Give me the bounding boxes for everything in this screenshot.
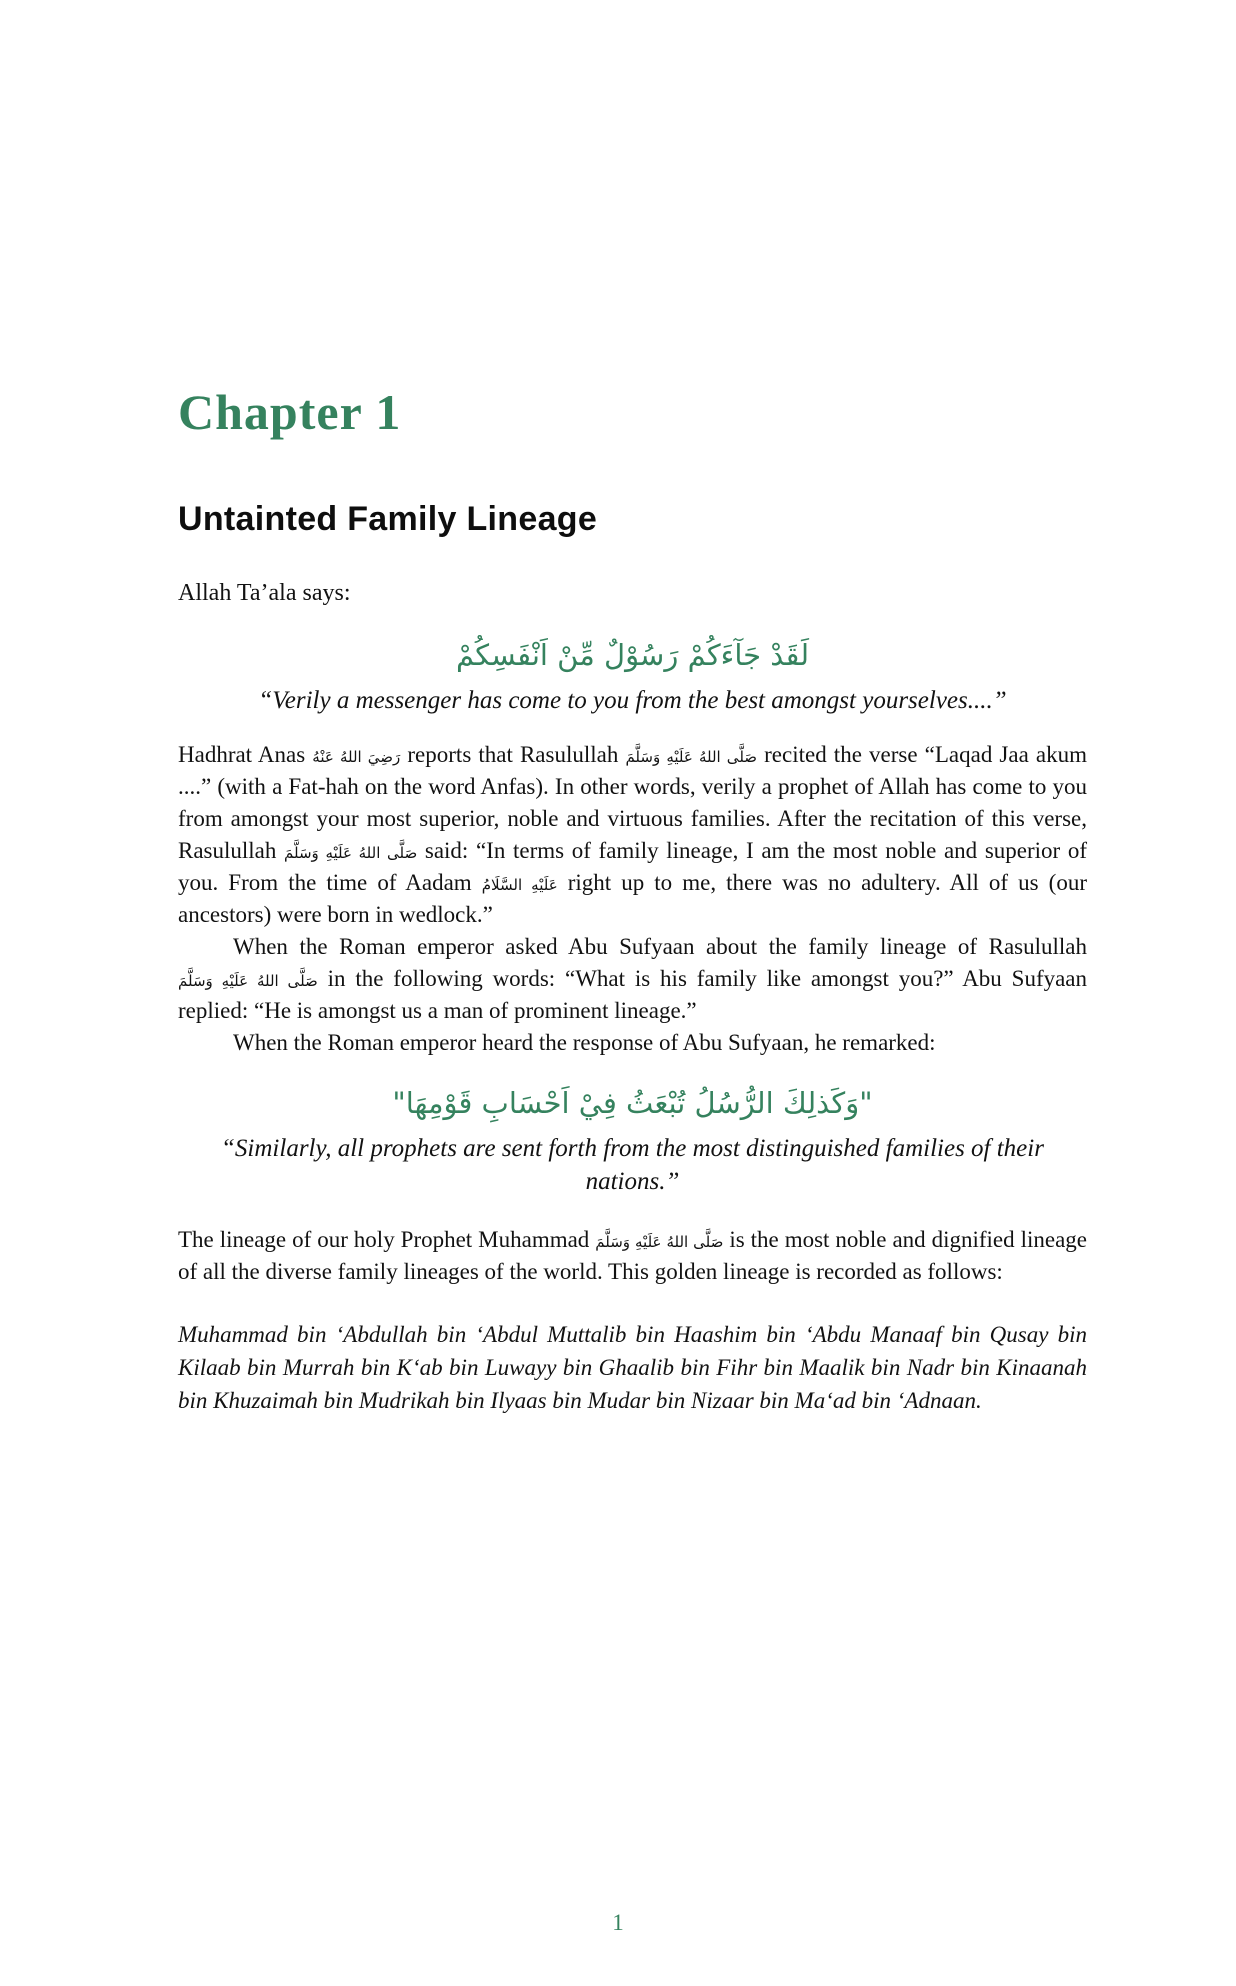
honorific-sallallahu-alayhi-wasallam: صَلَّى اللهُ عَلَيْهِ وَسَلَّمَ <box>625 748 758 767</box>
book-page <box>0 386 1236 1986</box>
page-content <box>0 386 1236 1417</box>
honorific-alayhis-salaam: عَلَيْهِ السَّلَامُ <box>481 876 558 895</box>
paragraph-1-text: right up to me, there was no adultery. All of us (our ancestors) were born in wedlock.” <box>178 870 1087 928</box>
paragraph-3: When the Roman emperor heard the response of Abu Sufyaan, he remarked: <box>233 1030 936 1056</box>
chapter-title: Untainted Family Lineage <box>178 499 598 538</box>
paragraph-2-text: When the Roman emperor asked Abu Sufyaan about the family lineage of Rasulullah <box>233 934 1087 960</box>
honorific-sallallahu-alayhi-wasallam: صَلَّى اللهُ عَلَيْهِ وَسَلَّمَ <box>178 972 318 991</box>
paragraph-1 <box>178 739 1087 931</box>
page-number: 1 <box>612 1910 624 1935</box>
paragraph-1-text: said: “In terms of family lineage, I am the most noble and superior of you. From the time of Aadam <box>178 838 1087 896</box>
honorific-radiallahu-anhu: رَضِيَ اللهُ عَنْهُ <box>312 748 401 767</box>
paragraph-4 <box>178 1224 1087 1288</box>
chapter-label: Chapter 1 <box>178 384 402 440</box>
verse-1-translation: “Verily a messenger has come to you from the best amongst yourselves....” <box>258 687 1007 715</box>
paragraph-1-text: recited the verse “Laqad Jaa akum ....” (with a Fat-hah on the word Anfas). In other words, verily a prophet of Allah has come to you from amongst your most superior, noble and virtuous families. After the recitation of this verse, Rasulullah <box>178 742 1087 864</box>
honorific-sallallahu-alayhi-wasallam: صَلَّى اللهُ عَلَيْهِ وَسَلَّمَ <box>284 844 418 863</box>
paragraph-4-text: The lineage of our holy Prophet Muhammad <box>178 1226 596 1252</box>
intro-line: Allah Ta’ala says: <box>178 579 351 606</box>
paragraph-4-text: is the most noble and dignified lineage of all the diverse family lineages of the world. This golden lineage is recorded as follows: <box>178 1226 1088 1284</box>
paragraph-1-text: Hadhrat Anas <box>178 742 313 768</box>
arabic-verse-1: لَقَدْ جَآءَكُمْ رَسُوْلٌ مِّنْ اَنْفَسِكُمْ <box>455 638 810 673</box>
arabic-verse-2: "وَكَذلِكَ الرُّسُلُ تُبْعَثُ فِيْ اَحْسَابِ قَوْمِهَا" <box>392 1086 873 1121</box>
paragraph-2 <box>178 931 1087 1027</box>
paragraph-2-text: in the following words: “What is his family like amongst you?” Abu Sufyaan replied: “He is amongst us a man of prominent lineage.” <box>178 966 1088 1024</box>
honorific-sallallahu-alayhi-wasallam: صَلَّى اللهُ عَلَيْهِ وَسَلَّمَ <box>595 1232 724 1251</box>
lineage-paragraph: Muhammad bin ‘Abdullah bin ‘Abdul Muttalib bin Haashim bin ‘Abdu Manaaf bin Qusay bin Kilaab bin Murrah bin K‘ab bin Luwayy bin Ghaalib bin Fihr bin Maalik bin Nadr bin Kinaanah bin Khuzaimah bin Mudrikah bin Ilyaas bin Mudar bin Nizaar bin Ma‘ad bin ‘Adnaan. <box>178 1321 1087 1413</box>
paragraph-1-text: reports that Rasulullah <box>400 742 626 768</box>
verse-2-translation: “Similarly, all prophets are sent forth from the most distinguished families of their nations.” <box>221 1134 1044 1195</box>
